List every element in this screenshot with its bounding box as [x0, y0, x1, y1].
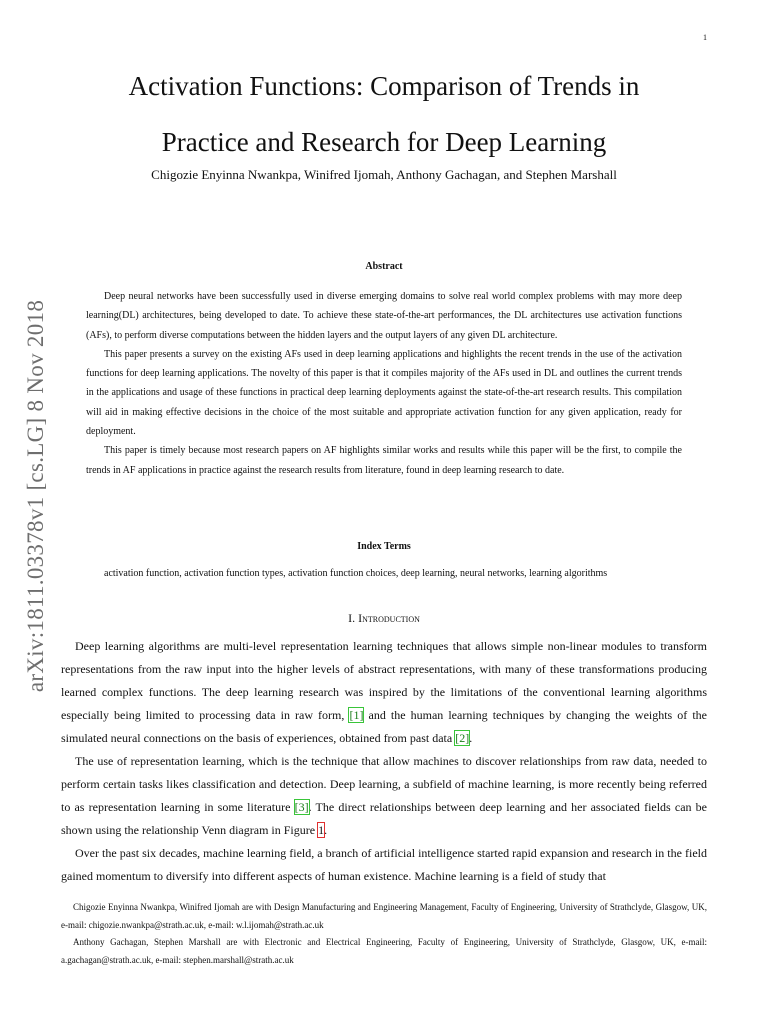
- index-terms-text: activation function, activation function types, activation function choices, deep learning, neural networks, learning algorithms: [104, 568, 608, 579]
- intro-paragraph-1: [61, 635, 707, 750]
- paper-title: [60, 58, 708, 170]
- intro-paragraph-2: [61, 750, 707, 842]
- introduction-body: [61, 635, 707, 888]
- title-line-1: Activation Functions: Comparison of Trends in: [128, 71, 640, 101]
- text-run: .: [324, 823, 328, 837]
- abstract-body: [86, 287, 682, 480]
- abstract-paragraph: Deep neural networks have been successfully used in diverse emerging domains to solve real world complex problems with may more deep learning(DL) architectures, being developed to date. To achieve these state-of-the-art performances, the DL architectures use activation functions (AFs), to perform diverse computations between the hidden layers and the output layers of any given DL architecture.: [86, 291, 682, 341]
- section-heading-introduction: [60, 611, 708, 626]
- citation-link-2[interactable]: [2]: [455, 731, 470, 745]
- text-run: The use of representation learning, which is the technique that allow machines to discover relationships from raw data, needed to perform certain tasks likes classification and detection. Deep learning, a subfield of machine learning, is more recently being referred to as representation learning in some literature: [61, 754, 707, 814]
- citation-link-3[interactable]: [3]: [294, 800, 309, 814]
- text-run: and the human learning techniques by changing the weights of the simulated neural connections on the basis of experiences, obtained from past data: [61, 708, 707, 745]
- text-run: . The direct relationships between deep learning and her associated fields can be shown using the relationship Venn diagram in Figure: [61, 800, 707, 837]
- footnote-1: Chigozie Enyinna Nwankpa, Winifred Ijomah are with Design Manufacturing and Engineering Management, Faculty of Engineering, University of Strathclyde, Glasgow, UK, e-mail: chigozie.nwankpa@strath.ac.uk, e-mail: w.l.ijomah@strath.ac.uk: [61, 902, 707, 930]
- page-number: 1: [703, 33, 707, 42]
- title-line-2: Practice and Research for Deep Learning: [161, 127, 607, 157]
- abstract-paragraph: This paper is timely because most research papers on AF highlights similar works and results while this paper will be the first, to compile the trends in AF applications in practice against the research results from literature, found in deep learning research to date.: [86, 445, 682, 476]
- text-run: Deep learning algorithms are multi-level representation learning techniques that allows simple non-linear modules to transform representations from the raw input into the higher levels of abstract representations, with many of these transformations producing learned complex functions. The deep learning research was inspired by the limitations of the conventional learning algorithms especially being limited to processing data in raw form,: [61, 639, 707, 722]
- section-number: I.: [348, 611, 356, 625]
- citation-link-1[interactable]: [1]: [349, 708, 364, 722]
- arxiv-stamp: arXiv:1811.03378v1 [cs.LG] 8 Nov 2018: [23, 299, 48, 693]
- section-title: Introduction: [358, 611, 420, 625]
- abstract-heading: Abstract: [365, 261, 403, 272]
- author-list: Chigozie Enyinna Nwankpa, Winifred Ijomah, Anthony Gachagan, and Stephen Marshall: [151, 167, 617, 182]
- figure-reference-link[interactable]: 1: [318, 823, 325, 837]
- footnotes: [61, 899, 707, 969]
- intro-paragraph-3: Over the past six decades, machine learning field, a branch of artificial intelligence started rapid expansion and research in the field gained momentum to diversify into different aspects of human existence. Machine learning is a field of study that: [61, 846, 707, 883]
- abstract-paragraph: This paper presents a survey on the existing AFs used in deep learning applications and highlights the recent trends in the use of the activation functions for deep learning applications. The novelty of this paper is that it compiles majority of the AFs used in DL and outlines the current trends in the applications and usage of these functions in practical deep learning deployments against the state-of-the-art research results. This compilation will aid in making effective decisions in the choice of the most suitable and appropriate activation function for any given application, ready for deployment.: [86, 348, 682, 438]
- footnote-2: Anthony Gachagan, Stephen Marshall are with Electronic and Electrical Engineering, Faculty of Engineering, University of Strathclyde, Glasgow, UK, e-mail: a.gachagan@strath.ac.uk, e-mail: stephen.marshall@strath.ac.uk: [61, 937, 707, 965]
- index-terms-heading: Index Terms: [357, 541, 411, 552]
- text-run: .: [469, 731, 473, 745]
